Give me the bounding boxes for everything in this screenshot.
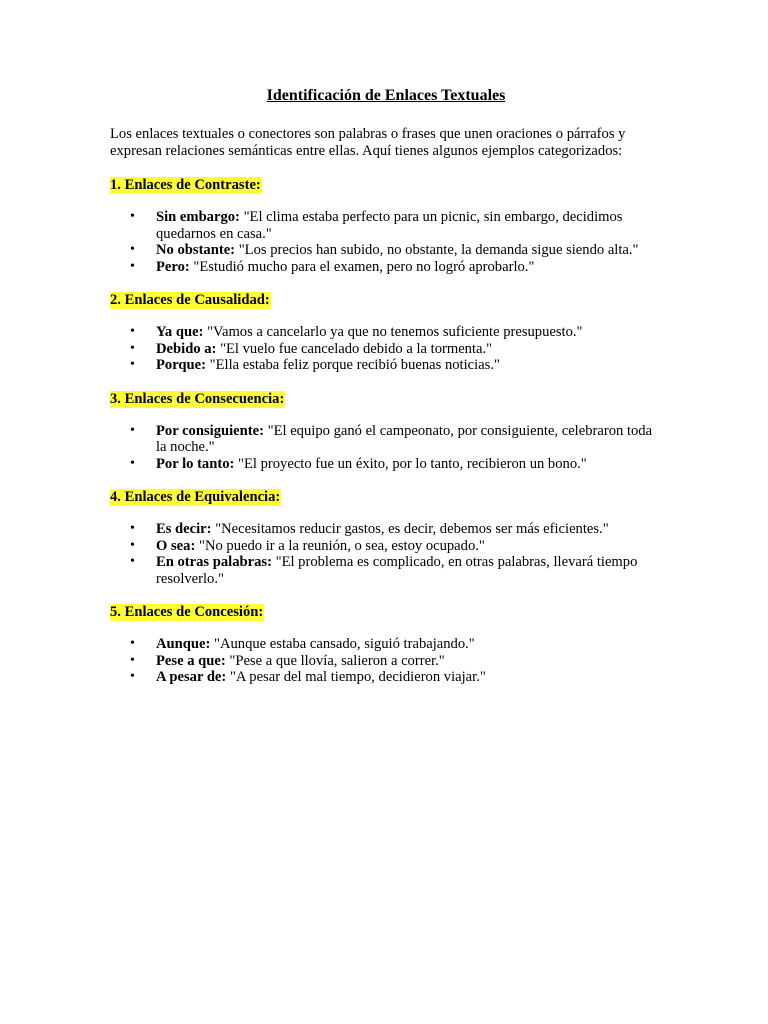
connector-term: Aunque: <box>156 636 211 652</box>
example-sentence: "Aunque estaba cansado, siguió trabajando." <box>214 636 475 652</box>
bullet-icon: • <box>130 209 135 224</box>
bullet-icon: • <box>130 537 135 553</box>
section-heading-highlight: 2. Enlaces de Causalidad: <box>110 292 270 308</box>
section-heading-highlight: 1. Enlaces de Contraste: <box>110 177 261 193</box>
intro-paragraph: Los enlaces textuales o conectores son palabras o frases que unen oraciones o párrafos y expresan relaciones semánticas entre ellas. Aquí tienes algunos ejemplos categorizados: <box>110 126 626 159</box>
list-item <box>110 456 662 473</box>
bullet-icon: • <box>130 554 135 569</box>
section-heading <box>110 177 662 194</box>
bullet-icon: • <box>130 521 135 536</box>
bullet-icon: • <box>130 242 135 257</box>
section-list <box>110 636 662 686</box>
list-item <box>110 357 662 374</box>
document-page <box>110 86 662 703</box>
connector-term: No obstante: <box>156 242 236 258</box>
bullet-icon: • <box>130 636 135 651</box>
list-item <box>110 521 662 538</box>
section-list <box>110 324 662 374</box>
connector-term: Ya que: <box>156 324 204 340</box>
example-sentence: "A pesar del mal tiempo, decidieron viajar." <box>229 669 486 685</box>
example-sentence: "Pese a que llovía, salieron a correr." <box>229 652 445 669</box>
example-sentence: "El equipo ganó el campeonato, por consiguiente, celebraron toda la noche." <box>156 422 653 455</box>
connector-term: Por consiguiente: <box>156 422 264 439</box>
example-sentence: "El problema es complicado, en otras palabras, llevará tiempo resolverlo." <box>156 554 638 587</box>
connector-term: En otras palabras: <box>156 554 272 570</box>
section-list <box>110 209 662 275</box>
document-title: Identificación de Enlaces Textuales <box>266 87 506 104</box>
section-list <box>110 521 662 587</box>
example-sentence: "Estudió mucho para el examen, pero no logró aprobarlo." <box>193 258 535 275</box>
bullet-icon: • <box>130 422 135 438</box>
list-item <box>110 324 662 341</box>
example-sentence: "Necesitamos reducir gastos, es decir, debemos ser más eficientes." <box>215 521 609 537</box>
list-item <box>110 259 662 276</box>
example-sentence: "Los precios han subido, no obstante, la demanda sigue siendo alta." <box>238 242 639 258</box>
example-sentence: "Vamos a cancelarlo ya que no tenemos suficiente presupuesto." <box>207 324 583 340</box>
example-sentence: "El proyecto fue un éxito, por lo tanto, recibieron un bono." <box>238 455 587 472</box>
connector-term: Sin embargo: <box>156 209 240 225</box>
section-heading <box>110 489 662 506</box>
sections-container <box>110 177 662 686</box>
connector-term: Debido a: <box>156 340 217 357</box>
section-heading <box>110 391 662 408</box>
list-item <box>110 636 662 653</box>
list-item <box>110 538 662 555</box>
connector-term: Es decir: <box>156 521 212 537</box>
bullet-icon: • <box>130 357 135 372</box>
bullet-icon: • <box>130 669 135 684</box>
bullet-icon: • <box>130 258 135 274</box>
example-sentence: "El clima estaba perfecto para un picnic, sin embargo, decidimos quedarnos en casa." <box>156 209 623 242</box>
connector-term: Pese a que: <box>156 652 226 669</box>
connector-term: A pesar de: <box>156 669 227 685</box>
section-list <box>110 423 662 473</box>
example-sentence: "Ella estaba feliz porque recibió buenas noticias." <box>209 357 500 373</box>
bullet-icon: • <box>130 455 135 471</box>
connector-term: Porque: <box>156 357 206 373</box>
list-item <box>110 554 662 587</box>
section-heading-highlight: 5. Enlaces de Concesión: <box>110 604 264 620</box>
bullet-icon: • <box>130 652 135 668</box>
connector-term: Por lo tanto: <box>156 455 235 472</box>
section-heading-highlight: 4. Enlaces de Equivalencia: <box>110 489 281 505</box>
list-item <box>110 669 662 686</box>
connector-term: O sea: <box>156 537 196 554</box>
connector-term: Pero: <box>156 258 190 275</box>
list-item <box>110 242 662 259</box>
list-item <box>110 341 662 358</box>
list-item <box>110 423 662 456</box>
bullet-icon: • <box>130 324 135 339</box>
list-item <box>110 209 662 242</box>
section-heading-highlight: 3. Enlaces de Consecuencia: <box>110 390 285 407</box>
section-heading <box>110 292 662 309</box>
section-heading <box>110 604 662 621</box>
bullet-icon: • <box>130 340 135 356</box>
example-sentence: "El vuelo fue cancelado debido a la tormenta." <box>220 340 493 357</box>
list-item <box>110 653 662 670</box>
example-sentence: "No puedo ir a la reunión, o sea, estoy ocupado." <box>198 537 485 554</box>
